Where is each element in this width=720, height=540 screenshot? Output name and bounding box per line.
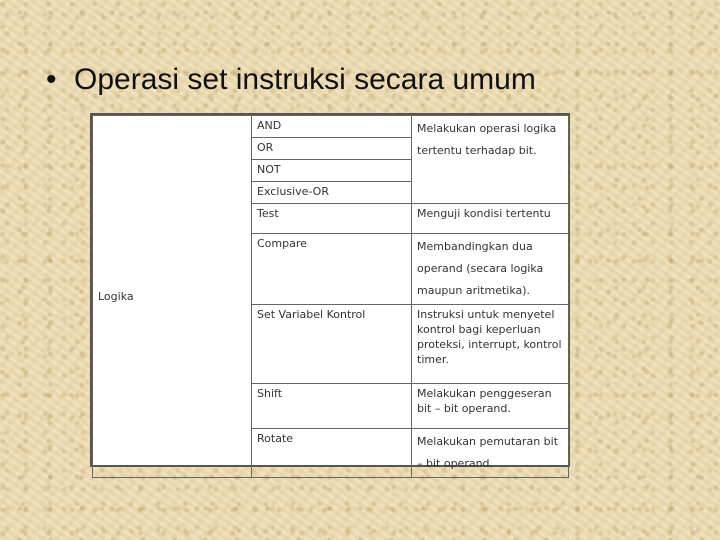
op-cell-test: Test [252, 204, 412, 234]
bullet-icon: • [46, 63, 57, 96]
desc-cell-logic: Melakukan operasi logika tertentu terhadap bit. [412, 116, 569, 204]
category-cell: Logika [93, 116, 252, 478]
instruction-table [90, 113, 570, 470]
desc-cell-rotate: Melakukan pemutaran bit – bit operand. [412, 429, 569, 478]
instruction-table-grid [92, 115, 569, 478]
op-cell-not: NOT [252, 160, 412, 182]
op-cell-rotate: Rotate [252, 429, 412, 478]
slide-heading: Operasi set instruksi secara umum [74, 63, 536, 96]
op-cell-set-variabel: Set Variabel Kontrol [252, 305, 412, 384]
op-cell-and: AND [252, 116, 412, 138]
desc-cell-shift: Melakukan penggeseran bit – bit operand. [412, 384, 569, 429]
op-cell-compare: Compare [252, 234, 412, 305]
op-cell-shift: Shift [252, 384, 412, 429]
desc-cell-set-variabel: Instruksi untuk menyetel kontrol bagi keperluan proteksi, interrupt, kontrol timer. [412, 305, 569, 384]
slide-bullet-line [46, 63, 536, 97]
op-cell-xor: Exclusive-OR [252, 182, 412, 204]
desc-cell-test: Menguji kondisi tertentu [412, 204, 569, 234]
desc-cell-compare: Membandingkan dua operand (secara logika maupun aritmetika). [412, 234, 569, 305]
op-cell-or: OR [252, 138, 412, 160]
